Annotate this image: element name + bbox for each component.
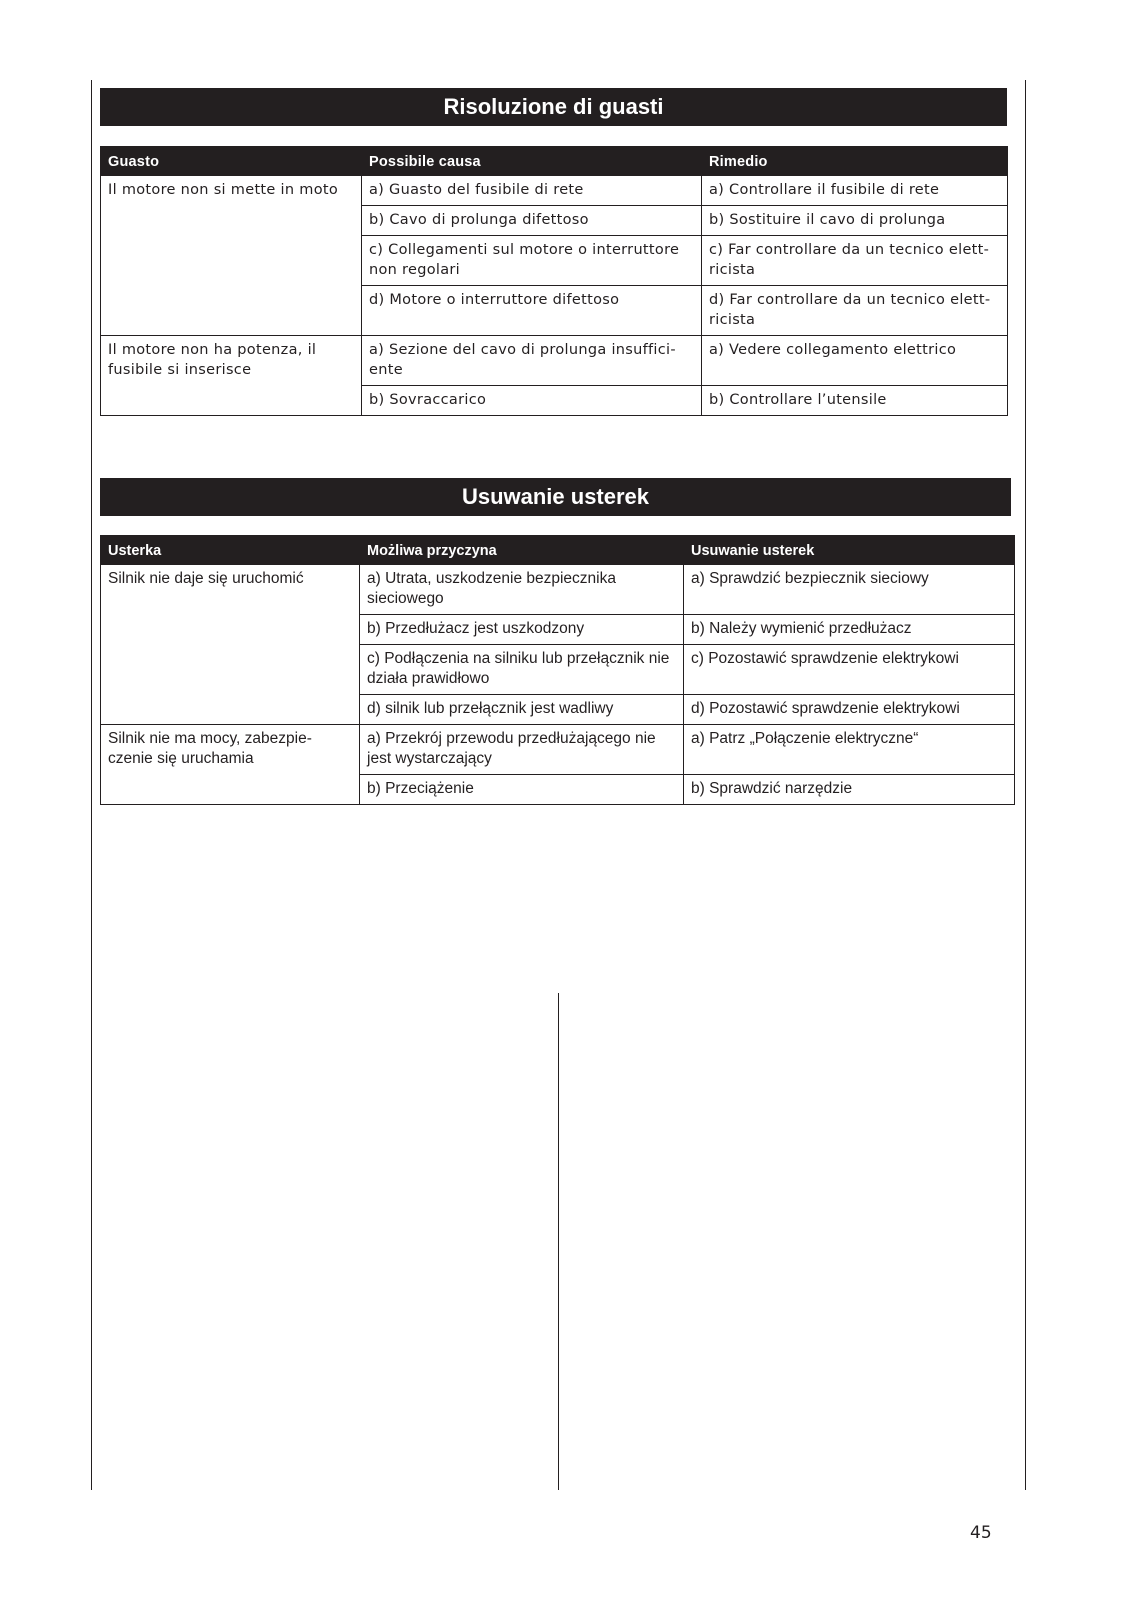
column-header-remedy: Usuwanie usterek bbox=[684, 536, 1015, 565]
troubleshooting-table-pl bbox=[100, 535, 1015, 805]
page-border-right bbox=[1025, 80, 1026, 1490]
table-row bbox=[101, 336, 1008, 386]
cause-cell: a) Sezione del cavo di prolunga insuffici-ente bbox=[362, 336, 702, 386]
column-header-remedy: Rimedio bbox=[702, 147, 1008, 176]
cause-cell: b) Sovraccarico bbox=[362, 386, 702, 416]
cause-cell: a) Utrata, uszkodzenie bezpiecznika sieciowego bbox=[360, 565, 684, 615]
cause-cell: b) Przedłużacz jest uszkodzony bbox=[360, 615, 684, 645]
remedy-cell: a) Patrz „Połączenie elektryczne“ bbox=[684, 725, 1015, 775]
remedy-cell: a) Vedere collegamento elettrico bbox=[702, 336, 1008, 386]
cause-cell: b) Przeciążenie bbox=[360, 775, 684, 805]
table-row bbox=[101, 565, 1015, 615]
cause-cell: d) silnik lub przełącznik jest wadliwy bbox=[360, 695, 684, 725]
remedy-cell: b) Sprawdzić narzędzie bbox=[684, 775, 1015, 805]
section-title-it: Risoluzione di guasti bbox=[100, 88, 1007, 126]
column-header-fault: Usterka bbox=[101, 536, 360, 565]
remedy-cell: a) Controllare il fusibile di rete bbox=[702, 176, 1008, 206]
column-header-fault: Guasto bbox=[101, 147, 362, 176]
fault-cell: Silnik nie daje się uruchomić bbox=[101, 565, 360, 725]
cause-cell: a) Przekrój przewodu przedłużającego nie jest wystarczający bbox=[360, 725, 684, 775]
page-border-left bbox=[91, 80, 92, 1490]
remedy-cell: d) Pozostawić sprawdzenie elektrykowi bbox=[684, 695, 1015, 725]
column-header-cause: Możliwa przyczyna bbox=[360, 536, 684, 565]
table-header-row bbox=[101, 536, 1015, 565]
fault-cell: Silnik nie ma mocy, zabezpie-czenie się uruchamia bbox=[101, 725, 360, 805]
table-header-row bbox=[101, 147, 1008, 176]
section-title-pl: Usuwanie usterek bbox=[100, 478, 1011, 516]
cause-cell: b) Cavo di prolunga difettoso bbox=[362, 206, 702, 236]
page-number: 45 bbox=[970, 1523, 992, 1543]
remedy-cell: b) Controllare l’utensile bbox=[702, 386, 1008, 416]
cause-cell: c) Podłączenia na silniku lub przełącznik nie działa prawidłowo bbox=[360, 645, 684, 695]
cause-cell: d) Motore o interruttore difettoso bbox=[362, 286, 702, 336]
remedy-cell: c) Pozostawić sprawdzenie elektrykowi bbox=[684, 645, 1015, 695]
column-header-cause: Possibile causa bbox=[362, 147, 702, 176]
remedy-cell: b) Należy wymienić przedłużacz bbox=[684, 615, 1015, 645]
remedy-cell: d) Far controllare da un tecnico elett-ricista bbox=[702, 286, 1008, 336]
remedy-cell: a) Sprawdzić bezpiecznik sieciowy bbox=[684, 565, 1015, 615]
column-divider bbox=[558, 993, 559, 1490]
troubleshooting-table-it bbox=[100, 146, 1008, 416]
cause-cell: c) Collegamenti sul motore o interruttore non regolari bbox=[362, 236, 702, 286]
table-row bbox=[101, 176, 1008, 206]
remedy-cell: c) Far controllare da un tecnico elett-ricista bbox=[702, 236, 1008, 286]
remedy-cell: b) Sostituire il cavo di prolunga bbox=[702, 206, 1008, 236]
cause-cell: a) Guasto del fusibile di rete bbox=[362, 176, 702, 206]
fault-cell: Il motore non ha potenza, il fusibile si inserisce bbox=[101, 336, 362, 416]
fault-cell: Il motore non si mette in moto bbox=[101, 176, 362, 336]
table-row bbox=[101, 725, 1015, 775]
